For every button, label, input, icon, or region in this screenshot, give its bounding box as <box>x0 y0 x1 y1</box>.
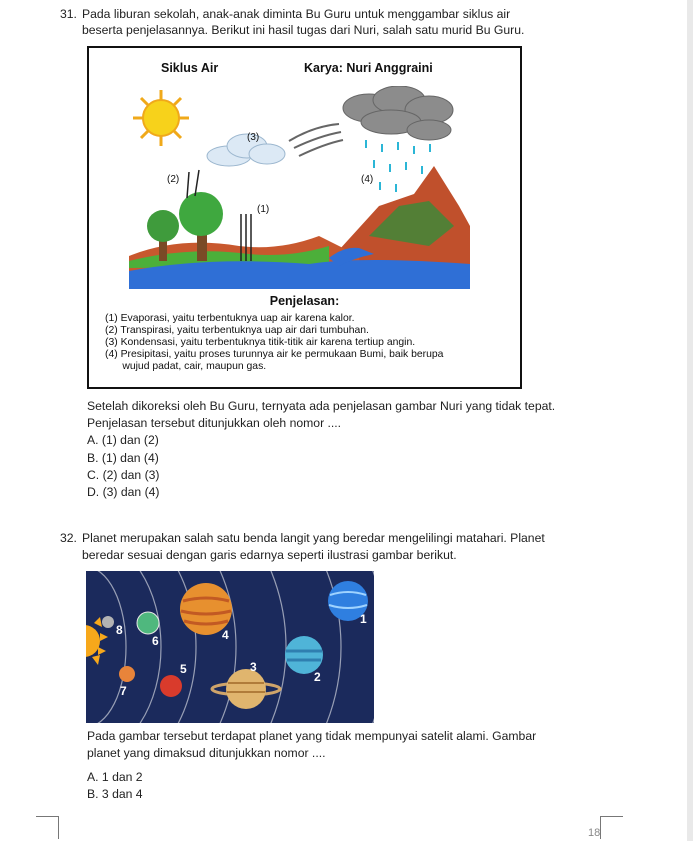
planet-8-icon <box>102 616 114 628</box>
q31-option-c[interactable]: C. (2) dan (3) <box>87 468 160 482</box>
sun-icon <box>133 90 189 146</box>
water-cycle-figure <box>87 46 522 389</box>
explanation-item: (4) Presipitasi, yaitu proses turunnya air ke permukaan Bumi, baik berupa <box>105 349 444 360</box>
q31-after-line1: Setelah dikoreksi oleh Bu Guru, ternyata ada penjelasan gambar Nuri yang tidak tepat. <box>87 399 556 413</box>
planet-label-5: 5 <box>180 662 187 676</box>
planet-2-icon <box>285 636 323 674</box>
planet-label-3: 3 <box>250 660 257 674</box>
planet-label-2: 2 <box>314 670 321 684</box>
explanation-item: wujud padat, cair, maupun gas. <box>105 361 267 372</box>
q31-stem-line2: beserta penjelasannya. Berikut ini hasil tugas dari Nuri, salah satu murid Bu Guru. <box>82 23 525 37</box>
page-right-edge <box>687 0 693 841</box>
q31-option-d[interactable]: D. (3) dan (4) <box>87 485 160 499</box>
explanation-item: (2) Transpirasi, yaitu terbentuknya uap air dari tumbuhan. <box>105 325 369 336</box>
explanation-item: (1) Evaporasi, yaitu terbentuknya uap air karena kalor. <box>105 313 355 324</box>
planet-5-icon <box>160 675 182 697</box>
q31-number: 31. <box>60 7 77 21</box>
planet-6-icon <box>137 612 159 634</box>
explanation-title: Penjelasan: <box>269 294 340 308</box>
water-cycle-illustration <box>129 86 470 289</box>
planet-label-6: 6 <box>152 634 159 648</box>
q31-after-line2: Penjelasan tersebut ditunjukkan oleh nomor .... <box>87 416 342 430</box>
q32-after-line2: planet yang dimaksud ditunjukkan nomor .... <box>87 746 326 760</box>
explanation-item: (3) Kondensasi, yaitu terbentuknya titik-titik air karena tertiup angin. <box>105 337 416 348</box>
crop-mark-left <box>36 816 59 839</box>
q31-option-a[interactable]: A. (1) dan (2) <box>87 433 159 447</box>
q32-option-b[interactable]: B. 3 dan 4 <box>87 787 143 801</box>
planet-label-8: 8 <box>116 623 123 637</box>
figure-title: Siklus Air <box>161 61 219 75</box>
q31-option-b[interactable]: B. (1) dan (4) <box>87 451 159 465</box>
crop-mark-right <box>600 816 623 839</box>
q32-after-line1: Pada gambar tersebut terdapat planet yang tidak mempunyai satelit alami. Gambar <box>87 729 537 743</box>
figure-author: Karya: Nuri Anggraini <box>304 61 433 75</box>
planet-7-icon <box>119 666 135 682</box>
lake <box>129 260 470 289</box>
q32-stem-line1: Planet merupakan salah satu benda langit yang beredar mengelilingi matahari. Planet <box>82 531 545 545</box>
q32-stem-line2: beredar sesuai dengan garis edarnya seperti ilustrasi gambar berikut. <box>82 548 457 562</box>
planet-label-1: 1 <box>360 612 367 626</box>
page-number: 18 <box>588 827 601 839</box>
label-1: (1) <box>257 204 270 215</box>
solar-system-figure <box>86 571 374 723</box>
planet-label-4: 4 <box>222 628 229 642</box>
label-2: (2) <box>167 174 180 185</box>
q32-option-a[interactable]: A. 1 dan 2 <box>87 770 143 784</box>
planet-label-7: 7 <box>120 684 127 698</box>
q32-number: 32. <box>60 531 77 545</box>
label-3: (3) <box>247 132 260 143</box>
label-4: (4) <box>361 174 374 185</box>
q31-stem-line1: Pada liburan sekolah, anak-anak diminta Bu Guru untuk menggambar siklus air <box>82 7 511 21</box>
